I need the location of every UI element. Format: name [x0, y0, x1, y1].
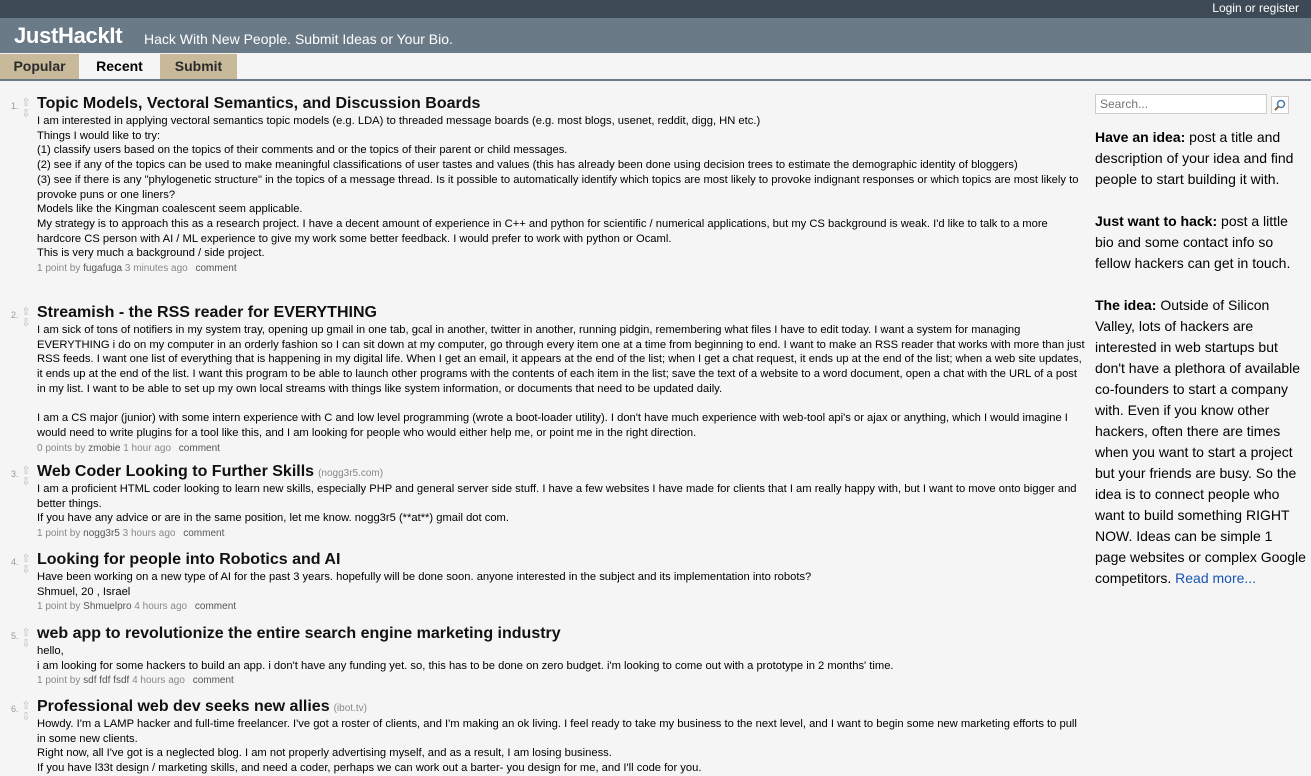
comment-link[interactable]: comment	[178, 442, 220, 454]
search-icon	[1274, 99, 1286, 111]
item-domain: (ibot.tv)	[333, 703, 367, 714]
item-rank: 1.	[11, 101, 19, 111]
list-item	[0, 697, 1088, 776]
list-item	[0, 624, 1088, 688]
item-points: 1 point by	[37, 601, 81, 613]
tab-bar	[0, 54, 1311, 81]
upvote-arrow-icon[interactable]: ⇧	[21, 553, 31, 565]
tab-popular[interactable]: Popular	[0, 54, 79, 79]
item-time: 1 hour ago	[123, 442, 172, 454]
item-text-line: (2) see if any of the topics can be used to make meaningful classifications of user tastes and values (this has already been done using decision trees to estimate the demographic identity of bloggers)	[37, 159, 1018, 172]
item-points: 0 points by	[37, 442, 86, 454]
item-meta	[37, 600, 1088, 614]
upvote-arrow-icon[interactable]: ⇧	[21, 306, 31, 318]
item-user-link[interactable]: zmobie	[88, 442, 121, 454]
top-bar	[0, 0, 1311, 18]
downvote-arrow-icon[interactable]: ⇩	[21, 108, 31, 120]
sidebar-info	[1095, 127, 1307, 610]
item-text-line: Shmuel, 20 , Israel	[37, 585, 131, 598]
hack-paragraph	[1095, 211, 1307, 274]
item-text	[37, 114, 1088, 261]
site-header	[0, 18, 1311, 53]
item-text	[37, 717, 1088, 776]
idea-text: post a title and description of your idea and find people to start building it with.	[1095, 129, 1294, 187]
item-title[interactable]: web app to revolutionize the entire search engine marketing industry	[37, 625, 561, 642]
idea-paragraph	[1095, 127, 1307, 190]
downvote-arrow-icon[interactable]: ⇩	[21, 317, 31, 329]
vote-arrows	[21, 628, 33, 654]
item-text-line: (1) classify users based on the topics of their comments and or the topics of their parent or child messages.	[37, 144, 568, 157]
list-item	[0, 94, 1088, 276]
item-text	[37, 323, 1088, 441]
item-text-line: i am looking for some hackers to build an app. i don't have any funding yet. so, this has to be done on zero budget. i'm looking to come out with a prototype in 2 months' time.	[37, 659, 894, 672]
item-user-link[interactable]: Shmuelpro	[83, 601, 132, 613]
item-text-line: I am interested in applying vectoral semantics topic models (e.g. LDA) to threaded message boards (e.g. most blogs, usenet, reddit, digg, HN etc.)	[37, 115, 761, 127]
vote-arrows	[21, 554, 33, 580]
item-rank: 6.	[11, 704, 19, 714]
idea-heading: Have an idea:	[1095, 129, 1186, 145]
item-text-line: Howdy. I'm a LAMP hacker and full-time freelancer. I've got a roster of clients, and I'm making an ok living. I feel ready to take my business to the next level, and I want to begin some new marketing efforts to pull in some new clients.	[37, 718, 1077, 745]
about-paragraph	[1095, 295, 1307, 589]
item-rank: 2.	[11, 310, 19, 320]
item-points: 1 point by	[37, 263, 81, 275]
item-text-line: (3) see if there is any "phylogenetic structure" in the topics of a message thread. Is it possible to automatically identify which topics are most likely to provoke indignant responses or which topics are most likely to provoke puns or one liners?	[37, 173, 1079, 201]
item-text-line: My strategy is to approach this as a research project. I have a decent amount of experience in C++ and python for scientific / numerical applications, but my CS background is weak. I'd like to talk to a more hardcore CS person with AI / ML experience to give my work some better feedback. I would prefer to work with python or Ocaml.	[37, 217, 1048, 245]
item-meta	[37, 674, 1088, 688]
item-title[interactable]: Web Coder Looking to Further Skills	[37, 463, 315, 480]
login-register-link[interactable]: Login or register	[1212, 1, 1299, 15]
item-rank: 5.	[11, 631, 19, 641]
upvote-arrow-icon[interactable]: ⇧	[21, 627, 31, 639]
item-text-line: I am a proficient HTML coder looking to learn new skills, especially PHP and general server side stuff. I have a few websites I have made for clients that I am really happy with, but I want to move onto bigger and better things.	[37, 483, 1077, 510]
item-title[interactable]: Professional web dev seeks new allies	[37, 698, 330, 715]
comment-link[interactable]: comment	[192, 675, 234, 687]
item-text-line: If you have any advice or are in the same position, let me know. nogg3r5 (**at**) gmail dot com.	[37, 512, 509, 525]
item-rank: 3.	[11, 469, 19, 479]
item-title[interactable]: Streamish - the RSS reader for EVERYTHING	[37, 304, 377, 321]
item-text	[37, 570, 1088, 599]
vote-arrows	[21, 98, 33, 124]
read-more-link[interactable]: Read more...	[1175, 570, 1257, 586]
item-user-link[interactable]: nogg3r5	[83, 528, 120, 540]
item-meta	[37, 442, 1088, 456]
site-logo[interactable]: JustHackIt	[14, 23, 123, 48]
upvote-arrow-icon[interactable]: ⇧	[21, 97, 31, 109]
item-time: 3 minutes ago	[124, 263, 188, 275]
vote-arrows	[21, 701, 33, 727]
item-meta	[37, 527, 1088, 541]
item-text-line: Things I would like to try:	[37, 129, 161, 142]
vote-arrows	[21, 307, 33, 333]
item-meta	[37, 262, 1088, 276]
item-text-line: hello,	[37, 645, 64, 657]
item-text-line: I am sick of tons of notifiers in my system tray, opening up gmail in one tab, gcal in another, twitter in another, running pidgin, remembering what files I have to edit today. I want a system for managing EVERYTHING i do on my computer in an orderly fashion so I can sit down at my computer, go through every item one at a time from beginning to end. I want to make an RSS reader that works with more than just RSS feeds. I want one list of everything that is happening in my digital life. When I get an email, it appears at the end of the list; when I get a chat request, it ends up at the end of the list; when a web site updates, it ends up at the end of the list. I want this program to be able to launch other programs with the contents of each item in the list; save the text of a website to a word document, open a chat with the URL of a post in my list. I want to be able to set up my own local streams with things like system information, or documents that need to be updated daily.	[37, 324, 1085, 395]
item-text-line: I am a CS major (junior) with some intern experience with C and low level programming (wrote a boot-loader utility). I don't have much experience with web-tool api's or ajax or anything, which I would imagine I would need to write plugins for a tool like this, and I am looking for people who would either help me, or point me in the right direction.	[37, 412, 1068, 439]
item-text	[37, 482, 1088, 526]
downvote-arrow-icon[interactable]: ⇩	[21, 564, 31, 576]
item-text-line: Right now, all I've got is a neglected blog. I am not properly advertising myself, and as a result, I am losing business.	[37, 747, 612, 760]
downvote-arrow-icon[interactable]: ⇩	[21, 476, 31, 488]
search-button[interactable]	[1271, 96, 1289, 114]
upvote-arrow-icon[interactable]: ⇧	[21, 700, 31, 712]
vote-arrows	[21, 466, 33, 492]
about-heading: The idea:	[1095, 297, 1157, 313]
item-title[interactable]: Looking for people into Robotics and AI	[37, 551, 341, 568]
item-user-link[interactable]: sdf fdf fsdf	[83, 675, 130, 687]
downvote-arrow-icon[interactable]: ⇩	[21, 711, 31, 723]
list-item	[0, 303, 1088, 456]
item-title[interactable]: Topic Models, Vectoral Semantics, and Discussion Boards	[37, 95, 481, 112]
search-input[interactable]	[1095, 94, 1267, 114]
upvote-arrow-icon[interactable]: ⇧	[21, 465, 31, 477]
downvote-arrow-icon[interactable]: ⇩	[21, 638, 31, 650]
item-rank: 4.	[11, 557, 19, 567]
comment-link[interactable]: comment	[194, 601, 237, 613]
item-text	[37, 644, 1088, 673]
list-item	[0, 462, 1088, 541]
item-points: 1 point by	[37, 528, 81, 540]
comment-link[interactable]: comment	[183, 528, 225, 540]
hack-heading: Just want to hack:	[1095, 213, 1218, 229]
item-time: 3 hours ago	[122, 528, 176, 540]
about-text: Outside of Silicon Valley, lots of hackers are interested in web startups but don't have a plethora of available co-founders to start a company with. Even if you know other hackers, often there are times when you want to start a project but your friends are busy. So the idea is to connect people who want to build something RIGHT NOW. Ideas can be simple 1 page websites or complex Google competitors.	[1095, 297, 1306, 586]
item-user-link[interactable]: fugafuga	[83, 263, 123, 275]
item-text-line: Models like the Kingman coalescent seem applicable.	[37, 203, 303, 216]
comment-link[interactable]: comment	[195, 263, 237, 275]
item-text-line: If you have l33t design / marketing skills, and need a coder, perhaps we can work out a barter- you design for me, and I'll code for you.	[37, 762, 702, 775]
list-item	[0, 550, 1088, 614]
item-points: 1 point by	[37, 675, 81, 687]
tab-submit[interactable]: Submit	[160, 54, 237, 79]
hack-text: post a little bio and some contact info so fellow hackers can get in touch.	[1095, 213, 1291, 271]
item-domain: (nogg3r5.com)	[318, 468, 384, 479]
item-time: 4 hours ago	[132, 675, 185, 687]
item-text-line: This is very much a background / side project.	[37, 247, 265, 260]
tab-recent[interactable]: Recent	[79, 54, 160, 79]
site-tagline: Hack With New People. Submit Ideas or Your Bio.	[144, 31, 453, 47]
item-time: 4 hours ago	[134, 601, 188, 613]
item-text-line	[37, 397, 1088, 412]
item-text-line: Have been working on a new type of AI for the past 3 years. hopefully will be done soon. anyone interested in the subject and its implementation into robots?	[37, 571, 812, 583]
